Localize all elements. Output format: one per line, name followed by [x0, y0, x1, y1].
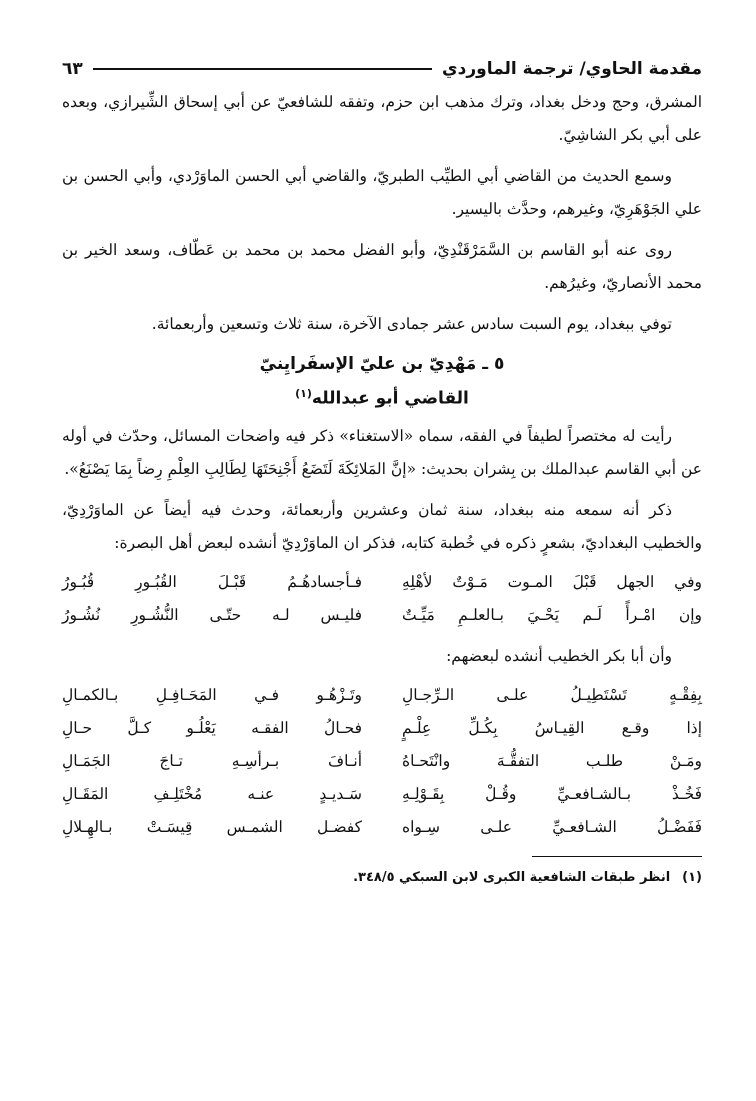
section-heading [62, 349, 702, 414]
verse-line [62, 712, 702, 745]
footnote-number: (١) [682, 869, 702, 885]
poem-2 [62, 679, 702, 844]
verse-first-hemistich: وفي الجهل قَبْلَ المـوت مَـوْتٌ لأهْلِهِ [402, 572, 702, 591]
verse-second-hemistich: سَـديـدٍ عنـه مُخْتَلِـفِ المَقَـالِ [62, 784, 362, 803]
header-title: مقدمة الحاوي/ ترجمة الماوردي [442, 59, 702, 79]
section-subtitle: القاضي أبو عبدالله [311, 388, 469, 409]
paragraph: وأن أبا بكر الخطيب أنشده لبعضهم: [446, 646, 672, 665]
verse-second-hemistich: فـأجسادهُـمُ قَبْـلَ القُبُـورِ قُبُـورُ [62, 572, 362, 591]
section-subtitle-line [62, 379, 702, 414]
paragraph: رأيت له مختصراً لطيفاً في الفقه، سماه «الاستغناء» ذكر فيه واضحات المسائل، وحدّث في أوله عن أبي القاسم عبدالملك بن بِشران بحديث: «إنَّ المَلائِكَةَ لَتَضَعُ أَجْنِحَتَهَا لِطَالِبِ العِلْمِ رِضاً بِمَا يَصْنَعُ». [62, 426, 702, 478]
verse-line [62, 566, 702, 599]
verse-second-hemistich: فليـس لـه حتّـى النُّشُـورِ نُشُـورُ [62, 605, 362, 624]
verse-line [62, 811, 702, 844]
verse-line [62, 778, 702, 811]
verse-first-hemistich: فَخُـذْ بـالشـافعـيِّ وقُـلْ بِقَـوْلِـهِ [402, 784, 702, 803]
section-title: ٥ ـ مَهْدِيّ بن عليّ الإسفَرايِنيّ [259, 354, 505, 374]
footnote [62, 863, 702, 893]
verse-second-hemistich: فحـالُ الفقـه يَعْلُـو كـلَّ حـالِ [62, 718, 362, 737]
running-header [62, 52, 702, 86]
paragraph: توفي ببغداد، يوم السبت سادس عشر جمادى الآخرة، سنة ثلاث وتسعين وأربعمائة. [151, 315, 672, 333]
footnote-text: انظر طبقات الشافعية الكبرى لابن السبكي ٣٤٨/٥. [353, 869, 671, 885]
verse-first-hemistich: وإن امْـرأً لَـم يَحْـيَ بـالعلـمِ مَيِّـتٌ [402, 605, 702, 624]
verse-first-hemistich: ومَـنْ طلـب التفقُّـهَ وانْتَحـاهُ [402, 751, 702, 770]
poem-1 [62, 566, 702, 632]
verse-line [62, 679, 702, 712]
header-rule [93, 68, 432, 70]
paragraph: روى عنه أبو القاسم بن السَّمَرْقَنْدِيّ، وأبو الفضل محمد بن محمد بن عَطّاف، وسعد الخير بن محمد الأنصاريّ، وغيرُهم. [62, 241, 702, 292]
footnote-reference: (١) [295, 387, 312, 400]
verse-second-hemistich: وتَـزْهُـو فـي المَحَـافِـلِ بـالكمـالِ [62, 685, 362, 704]
verse-second-hemistich: كفضـل الشمـس قِيسَـتْ بـالهِـلالِ [62, 817, 362, 836]
page-number: ٦٣ [62, 59, 83, 79]
verse-line [62, 599, 702, 632]
verse-first-hemistich: فَفَضْـلُ الشـافعـيِّ علـى سِـواه [402, 817, 702, 836]
paragraph: ذكر أنه سمعه منه ببغداد، سنة ثمان وعشرين وأربعمائة، وحدث فيه أيضاً عن الماوَرْدِيّ، والخطيب البغداديّ، بشعرٍ ذكره في خُطبة كتابه، فذكر ان الماوَرْدِيّ أنشده لبعض أهل البصرة: [62, 500, 702, 552]
verse-first-hemistich: إذا وقـع القِيـاسُ بِكُـلِّ عِلْـمٍ [402, 718, 702, 737]
page [62, 52, 702, 893]
verse-first-hemistich: بِفِقْـهٍ تَسْتَطِيـلُ علـى الـرِّجـالِ [402, 685, 702, 704]
paragraph: وسمع الحديث من القاضي أبي الطيِّب الطبريّ، والقاضي أبي الحسن الماوَرْدي، وأبي الحسن بن علي الجَوْهَرِيّ، وغيرهم، وحدَّث باليسير. [62, 167, 702, 218]
verse-line [62, 745, 702, 778]
paragraph: المشرق، وحج ودخل بغداد، وترك مذهب ابن حزم، وتفقه للشافعيّ عن أبي إسحاق الشِّيرازي، وبعده على أبي بكر الشاشِيّ. [62, 93, 702, 144]
footnote-divider [532, 856, 702, 857]
verse-second-hemistich: أنـافَ بـرأسِـهِ تـاجَ الجَمَـالِ [62, 751, 362, 770]
